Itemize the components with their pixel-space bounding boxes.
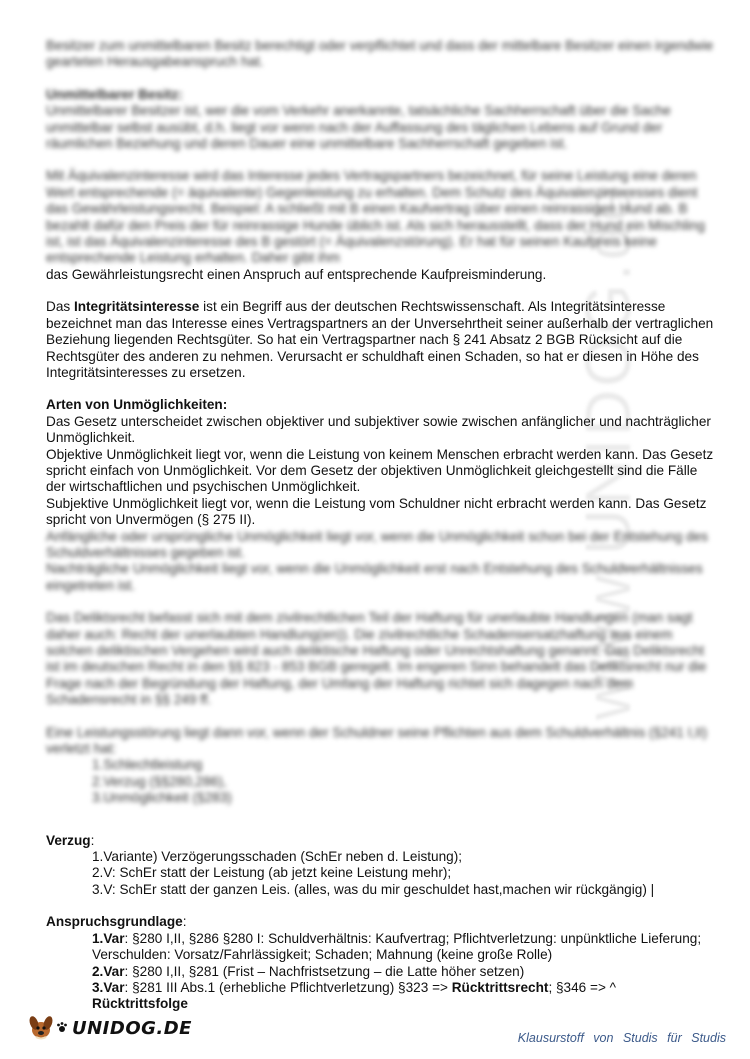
section-heading: Verzug: <box>46 832 95 848</box>
footer-tagline <box>518 1030 726 1046</box>
paragraph: Eine Leistungsstörung liegt dann vor, wenn der Schuldner seine Pflichten aus dem Schuldverhältnis (§241 I,II) verletzt hat: <box>46 724 708 757</box>
unidog-logo[interactable] <box>26 1012 192 1046</box>
paragraph: Das Gesetz unterscheidet zwischen objektiver und subjektiver sowie zwischen anfänglicher und nachträglicher Unmöglichkeit. <box>46 413 711 446</box>
clear-section-1 <box>46 267 716 529</box>
paragraph: Nachträgliche Unmöglichkeit liegt vor, wenn die Unmöglichkeit erst nach Entstehung des Schuldverhältnisses eingetreten ist. <box>46 561 703 593</box>
blurred-section-top <box>46 38 716 267</box>
integritaetsinteresse-paragraph: Das Integritätsinteresse ist ein Begriff aus der deutschen Rechtswissenschaft. Als Integritätsinteresse bezeichnet man das Interesse eines Vertragspartners an der Unversehrtheit seiner außerhalb der vertraglichen Beziehung liegenden Rechtsgüter. So hat ein Vertragspartner nach § 241 Absatz 2 BGB Rücksicht auf die Rechtsgüter des anderen zu nehmen. Verursacht er schuldhaft einen Schaden, so hat er diesen in Höhe des Integritätsinteresses zu ersetzen. <box>46 299 714 380</box>
blurred-section-mid <box>46 529 716 807</box>
section-heading: Anspruchsgrundlage: <box>46 914 187 930</box>
anspruchsgrundlage-section <box>46 914 716 1012</box>
list-item: 1.Schlechtleistung <box>92 757 203 773</box>
list-item: 1.Variante) Verzögerungsschaden (SchEr neben d. Leistung); <box>92 849 463 865</box>
section-heading: Arten von Unmöglichkeiten: <box>46 397 228 413</box>
list-item: 3.V: SchEr statt der ganzen Leis. (alles, was du mir geschuldet hast,machen wir rückgängig) | <box>92 881 655 897</box>
list-item: 2.Var: §280 I,II, §281 (Frist – Nachfristsetzung – die Latte höher setzen) <box>92 963 525 979</box>
paragraph: Mit Äquivalenzinteresse wird das Interesse jedes Vertragspartners bezeichnet, für seine Leistung eine deren Wert entsprechende (= äquivalente) Gegenleistung zu erhalten. Dem Schutz des Äquivalenzinteresses dient das Gewährleistungsrecht. Beispiel: A schließt mit B einen Kaufvertrag über einen reinrassigen Hund ab. B bezahlt dafür den Preis der für reinrassige Hunde üblich ist. Als sich herausstellt, dass der Hund ein Mischling ist, ist das Äquivalenzinteresse des B gestört (= Äquivalenzstörung). Er hat für seinen Kaufpreis keine entsprechende Leistung erhalten. Daher gibt ihm <box>46 168 705 266</box>
list-item: 2.Verzug (§§280,286), <box>92 773 227 789</box>
paragraph: Besitzer zum unmittelbaren Besitz berechtigt oder verpflichtet und dass der mittelbare Besitzer einen irgendwie gearteten Herausgabeanspruch hat. <box>46 38 714 70</box>
list-item: 2.V: SchEr statt der Leistung (ab jetzt keine Leistung mehr); <box>92 865 452 881</box>
list-item: 1.Var: §280 I,II, §286 §280 I: Schuldverhältnis: Kaufvertrag; Pflichtverletzung: unpünktliche Lieferung; Verschulden: Vorsatz/Fahrlässigkeit; Schaden; Mahnung (keine große Rolle) <box>92 930 702 963</box>
tagline-word: für <box>667 1031 682 1045</box>
list <box>46 849 716 898</box>
tagline-word: Studis <box>622 1031 658 1045</box>
document-page <box>46 38 716 1013</box>
watermark-text: www.UNIDOG.de <box>572 183 644 720</box>
tagline-word: Studis <box>691 1031 726 1045</box>
term-bold: Integritätsinteresse <box>73 299 200 315</box>
section-heading: Unmittelbarer Besitz: <box>46 86 183 102</box>
paragraph: das Gewährleistungsrecht einen Anspruch auf entsprechende Kaufpreisminderung. <box>46 266 547 282</box>
paragraph: Unmittelbarer Besitzer ist, wer die vom Verkehr anerkannte, tatsächliche Sachherrschaft über die Sache unmittelbar selbst ausübt, d.h. liegt vor wenn nach der Auffassung des täglichen Lebens auf Grund der räumlichen Beziehung und deren Dauer eine unmittelbare Sachherrschaft gegeben ist. <box>46 103 671 152</box>
paragraph: Objektive Unmöglichkeit liegt vor, wenn die Leistung von keinem Menschen erbracht werden kann. Das Gesetz spricht einfach von Unmöglichkeit. Vor dem Gesetz der objektiven Unmöglichkeit gleichgestellt sind die Fälle der wirtschaftlichen und psychischen Unmöglichkeit. <box>46 446 714 495</box>
dog-icon <box>26 1012 56 1046</box>
paragraph: Subjektive Unmöglichkeit liegt vor, wenn die Leistung vom Schuldner nicht erbracht werden kann. Das Gesetz spricht von Unvermögen (§ 275 II). <box>46 495 707 528</box>
paragraph: Anfängliche oder ursprüngliche Unmöglichkeit liegt vor, wenn die Unmöglichkeit schon bei der Entstehung des Schuldverhältnisses gegeben ist. <box>46 528 708 560</box>
paragraph: Das Deliktsrecht befasst sich mit dem zivilrechtlichen Teil der Haftung für unerlaubte Handlungen (man sagt daher auch: Recht der unerlaubten Handlung(en)). Die zivilrechtliche Schadensersatzhaftung aus einem solchen deliktischen Vergehen wird auch deliktische Haftung oder Unrechtshaftung genannt. Das Deliktsrecht ist im deutschen Recht in den §§ 823 - 853 BGB geregelt. Im engeren Sinn behandelt das Deliktsrecht nur die Frage nach der Begründung der Haftung, der Umfang der Haftung richtet sich dagegen nach dem Schadensrecht in §§ 249 ff. <box>46 610 707 708</box>
verzug-section <box>46 833 716 899</box>
logo-text: UNIDOG.DE <box>72 1018 192 1039</box>
list-item: 3.Unmöglichkeit (§283) <box>92 790 232 806</box>
tagline-word: Klausurstoff <box>517 1031 584 1045</box>
list <box>46 757 716 806</box>
list <box>46 931 716 1013</box>
tagline-word: von <box>593 1031 614 1045</box>
list-item: 3.Var: §281 III Abs.1 (erhebliche Pflichtverletzung) §323 => Rücktrittsrecht; §346 => ^ Rücktrittsfolge <box>92 979 617 1012</box>
paw-icon <box>56 1021 68 1037</box>
